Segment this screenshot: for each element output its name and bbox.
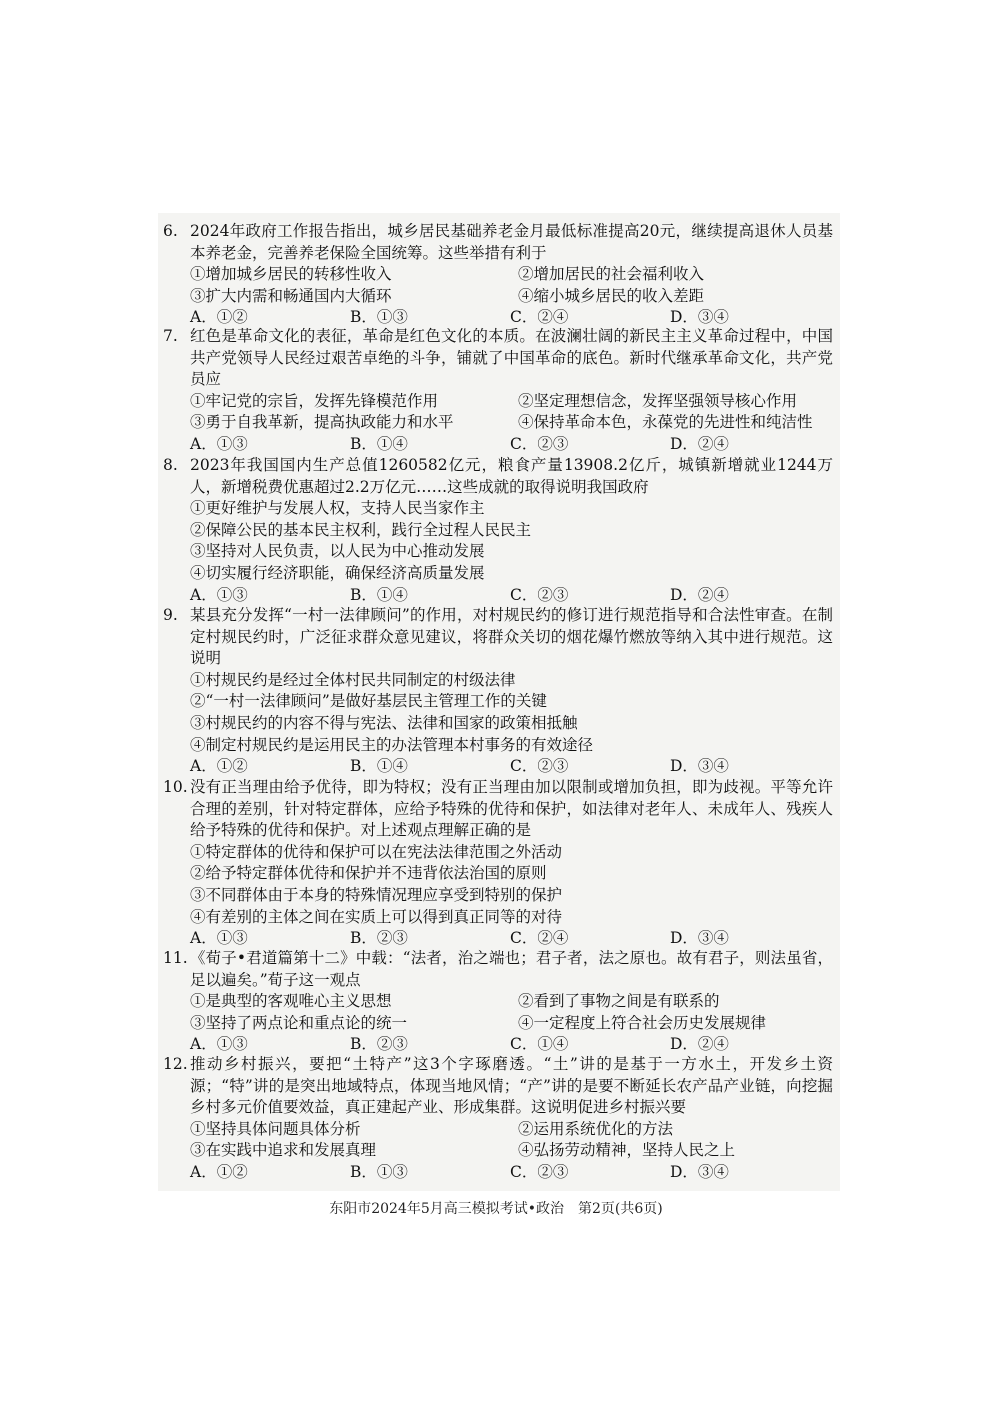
option-item: ④制定村规民约是运用民主的办法管理本村事务的有效途径 xyxy=(190,735,594,754)
option-item: ④缩小城乡居民的收入差距 xyxy=(518,286,705,305)
question-7 xyxy=(163,326,833,456)
answer-choices xyxy=(163,756,833,778)
answer-choice-b: B．②③ xyxy=(350,929,408,948)
answer-choice-a: A．①③ xyxy=(190,929,248,948)
question-text: 2023年我国国内生产总值1260582亿元，粮食产量13908.2亿斤，城镇新增就业1244万人，新增税费优惠超过2.2万亿元……这些成就的取得说明我国政府 xyxy=(190,456,833,496)
option-item: ④保持革命本色，永葆党的先进性和纯洁性 xyxy=(518,413,813,432)
answer-choice-c: C．②③ xyxy=(510,757,569,776)
answer-choice-a: A．①③ xyxy=(190,1035,248,1054)
option-item: ①是典型的客观唯心主义思想 xyxy=(190,992,392,1011)
question-stem xyxy=(163,455,833,498)
option-item: ②“一村一法律顾问”是做好基层民主管理工作的关键 xyxy=(190,692,547,711)
option-item: ④有差别的主体之间在实质上可以得到真正同等的对待 xyxy=(190,907,563,926)
answer-choice-a: A．①③ xyxy=(190,434,248,453)
option-list xyxy=(163,264,833,307)
option-item: ①增加城乡居民的转移性收入 xyxy=(190,265,392,284)
option-item: ②运用系统优化的方法 xyxy=(518,1119,674,1138)
question-text: 推动乡村振兴，要把“土特产”这3个字琢磨透。“土”讲的是基于一方水土，开发乡土资源；“特”讲的是突出地域特点，体现当地风情；“产”讲的是要不断延长农产品产业链，向挖掘乡村多元价值要效益，真正建起产业、形成集群。这说明促进乡村振兴要 xyxy=(190,1055,833,1117)
option-item: ④弘扬劳动精神，坚持人民之上 xyxy=(518,1141,736,1160)
option-item: ③不同群体由于本身的特殊情况理应享受到特别的保护 xyxy=(190,885,563,904)
question-stem xyxy=(163,326,833,391)
option-item: ③坚持对人民负责，以人民为中心推动发展 xyxy=(190,542,485,561)
option-item: ①村规民约是经过全体村民共同制定的村级法律 xyxy=(190,670,516,689)
option-list xyxy=(163,498,833,584)
answer-choice-b: B．①④ xyxy=(350,757,408,776)
option-list xyxy=(163,842,833,928)
option-item: ③村规民约的内容不得与宪法、法律和国家的政策相抵触 xyxy=(190,713,578,732)
answer-choice-b: B．①③ xyxy=(350,1162,408,1181)
question-text: 2024年政府工作报告指出，城乡居民基础养老金月最低标准提高20元，继续提高退休人员基本养老金，完善养老保险全国统筹。这些举措有利于 xyxy=(190,222,833,262)
question-text: 《荀子•君道篇第十二》中载：“法者，治之端也；君子者，法之原也。故有君子，则法虽省，足以遍矣。”荀子这一观点 xyxy=(190,949,833,989)
answer-choice-d: D．②④ xyxy=(670,1035,729,1054)
question-10 xyxy=(163,777,833,950)
option-item: ②看到了事物之间是有联系的 xyxy=(518,992,720,1011)
answer-choice-c: C．①④ xyxy=(510,1035,569,1054)
page-footer: 东阳市2024年5月高三模拟考试•政治 第2页(共6页) xyxy=(329,1201,663,1217)
answer-choices xyxy=(163,1162,833,1184)
option-list xyxy=(163,391,833,434)
option-list xyxy=(163,670,833,756)
answer-choice-a: A．①② xyxy=(190,308,248,327)
question-number: 10. xyxy=(163,778,188,796)
option-item: ①牢记党的宗旨，发挥先锋模范作用 xyxy=(190,391,439,410)
answer-choice-c: C．②④ xyxy=(510,929,569,948)
option-item: ④切实履行经济职能，确保经济高质量发展 xyxy=(190,563,485,582)
option-item: ③坚持了两点论和重点论的统一 xyxy=(190,1013,408,1032)
question-6 xyxy=(163,221,833,329)
question-11 xyxy=(163,948,833,1056)
question-number: 6. xyxy=(163,222,178,240)
answer-choice-a: A．①② xyxy=(190,1162,248,1181)
option-item: ①坚持具体问题具体分析 xyxy=(190,1119,361,1138)
answer-choice-d: D．③④ xyxy=(670,757,729,776)
answer-choice-c: C．②③ xyxy=(510,585,569,604)
question-8 xyxy=(163,455,833,606)
question-12 xyxy=(163,1054,833,1184)
option-item: ①特定群体的优待和保护可以在宪法法律范围之外活动 xyxy=(190,842,563,861)
answer-choice-d: D．③④ xyxy=(670,929,729,948)
answer-choice-b: B．①③ xyxy=(350,308,408,327)
question-stem xyxy=(163,605,833,670)
answer-choices xyxy=(163,928,833,950)
answer-choices xyxy=(163,1034,833,1056)
question-text: 某县充分发挥“一村一法律顾问”的作用，对村规民约的修订进行规范指导和合法性审查。在制定村规民约时，广泛征求群众意见建议，将群众关切的烟花爆竹燃放等纳入其中进行规范。这说明 xyxy=(190,606,833,668)
answer-choice-d: D．②④ xyxy=(670,434,729,453)
answer-choices xyxy=(163,434,833,456)
question-number: 8. xyxy=(163,456,178,474)
answer-choice-c: C．②③ xyxy=(510,434,569,453)
answer-choice-b: B．①④ xyxy=(350,434,408,453)
answer-choice-c: C．②③ xyxy=(510,1162,569,1181)
option-item: ②保障公民的基本民主权利，践行全过程人民民主 xyxy=(190,520,532,539)
option-item: ②增加居民的社会福利收入 xyxy=(518,265,705,284)
question-stem xyxy=(163,1054,833,1119)
question-9 xyxy=(163,605,833,778)
answer-choices xyxy=(163,585,833,607)
answer-choice-d: D．③④ xyxy=(670,1162,729,1181)
question-number: 12. xyxy=(163,1055,188,1073)
answer-choice-a: A．①③ xyxy=(190,585,248,604)
answer-choice-b: B．①④ xyxy=(350,585,408,604)
option-item: ③在实践中追求和发展真理 xyxy=(190,1141,377,1160)
option-item: ①更好维护与发展人权，支持人民当家作主 xyxy=(190,499,485,518)
option-item: ③扩大内需和畅通国内大循环 xyxy=(190,286,392,305)
answer-choice-c: C．②④ xyxy=(510,308,569,327)
question-number: 7. xyxy=(163,327,178,345)
question-text: 没有正当理由给予优待，即为特权；没有正当理由加以限制或增加负担，即为歧视。平等允许合理的差别，针对特定群体，应给予特殊的优待和保护，如法律对老年人、未成年人、残疾人给予特殊的优待和保护。对上述观点理解正确的是 xyxy=(190,778,833,840)
option-item: ②坚定理想信念，发挥坚强领导核心作用 xyxy=(518,391,798,410)
question-stem xyxy=(163,221,833,264)
question-stem xyxy=(163,777,833,842)
option-list xyxy=(163,991,833,1034)
answer-choice-a: A．①② xyxy=(190,757,248,776)
answer-choice-b: B．②③ xyxy=(350,1035,408,1054)
question-number: 11. xyxy=(163,949,188,967)
question-number: 9. xyxy=(163,606,178,624)
answer-choice-d: D．②④ xyxy=(670,585,729,604)
question-stem xyxy=(163,948,833,991)
option-item: ④一定程度上符合社会历史发展规律 xyxy=(518,1013,767,1032)
option-item: ②给予特定群体优待和保护并不违背依法治国的原则 xyxy=(190,864,547,883)
question-text: 红色是革命文化的表征，革命是红色文化的本质。在波澜壮阔的新民主主义革命过程中，中国共产党领导人民经过艰苦卓绝的斗争，铺就了中国革命的底色。新时代继承革命文化，共产党员应 xyxy=(190,327,833,389)
option-list xyxy=(163,1119,833,1162)
option-item: ③勇于自我革新，提高执政能力和水平 xyxy=(190,413,454,432)
answer-choice-d: D．③④ xyxy=(670,308,729,327)
